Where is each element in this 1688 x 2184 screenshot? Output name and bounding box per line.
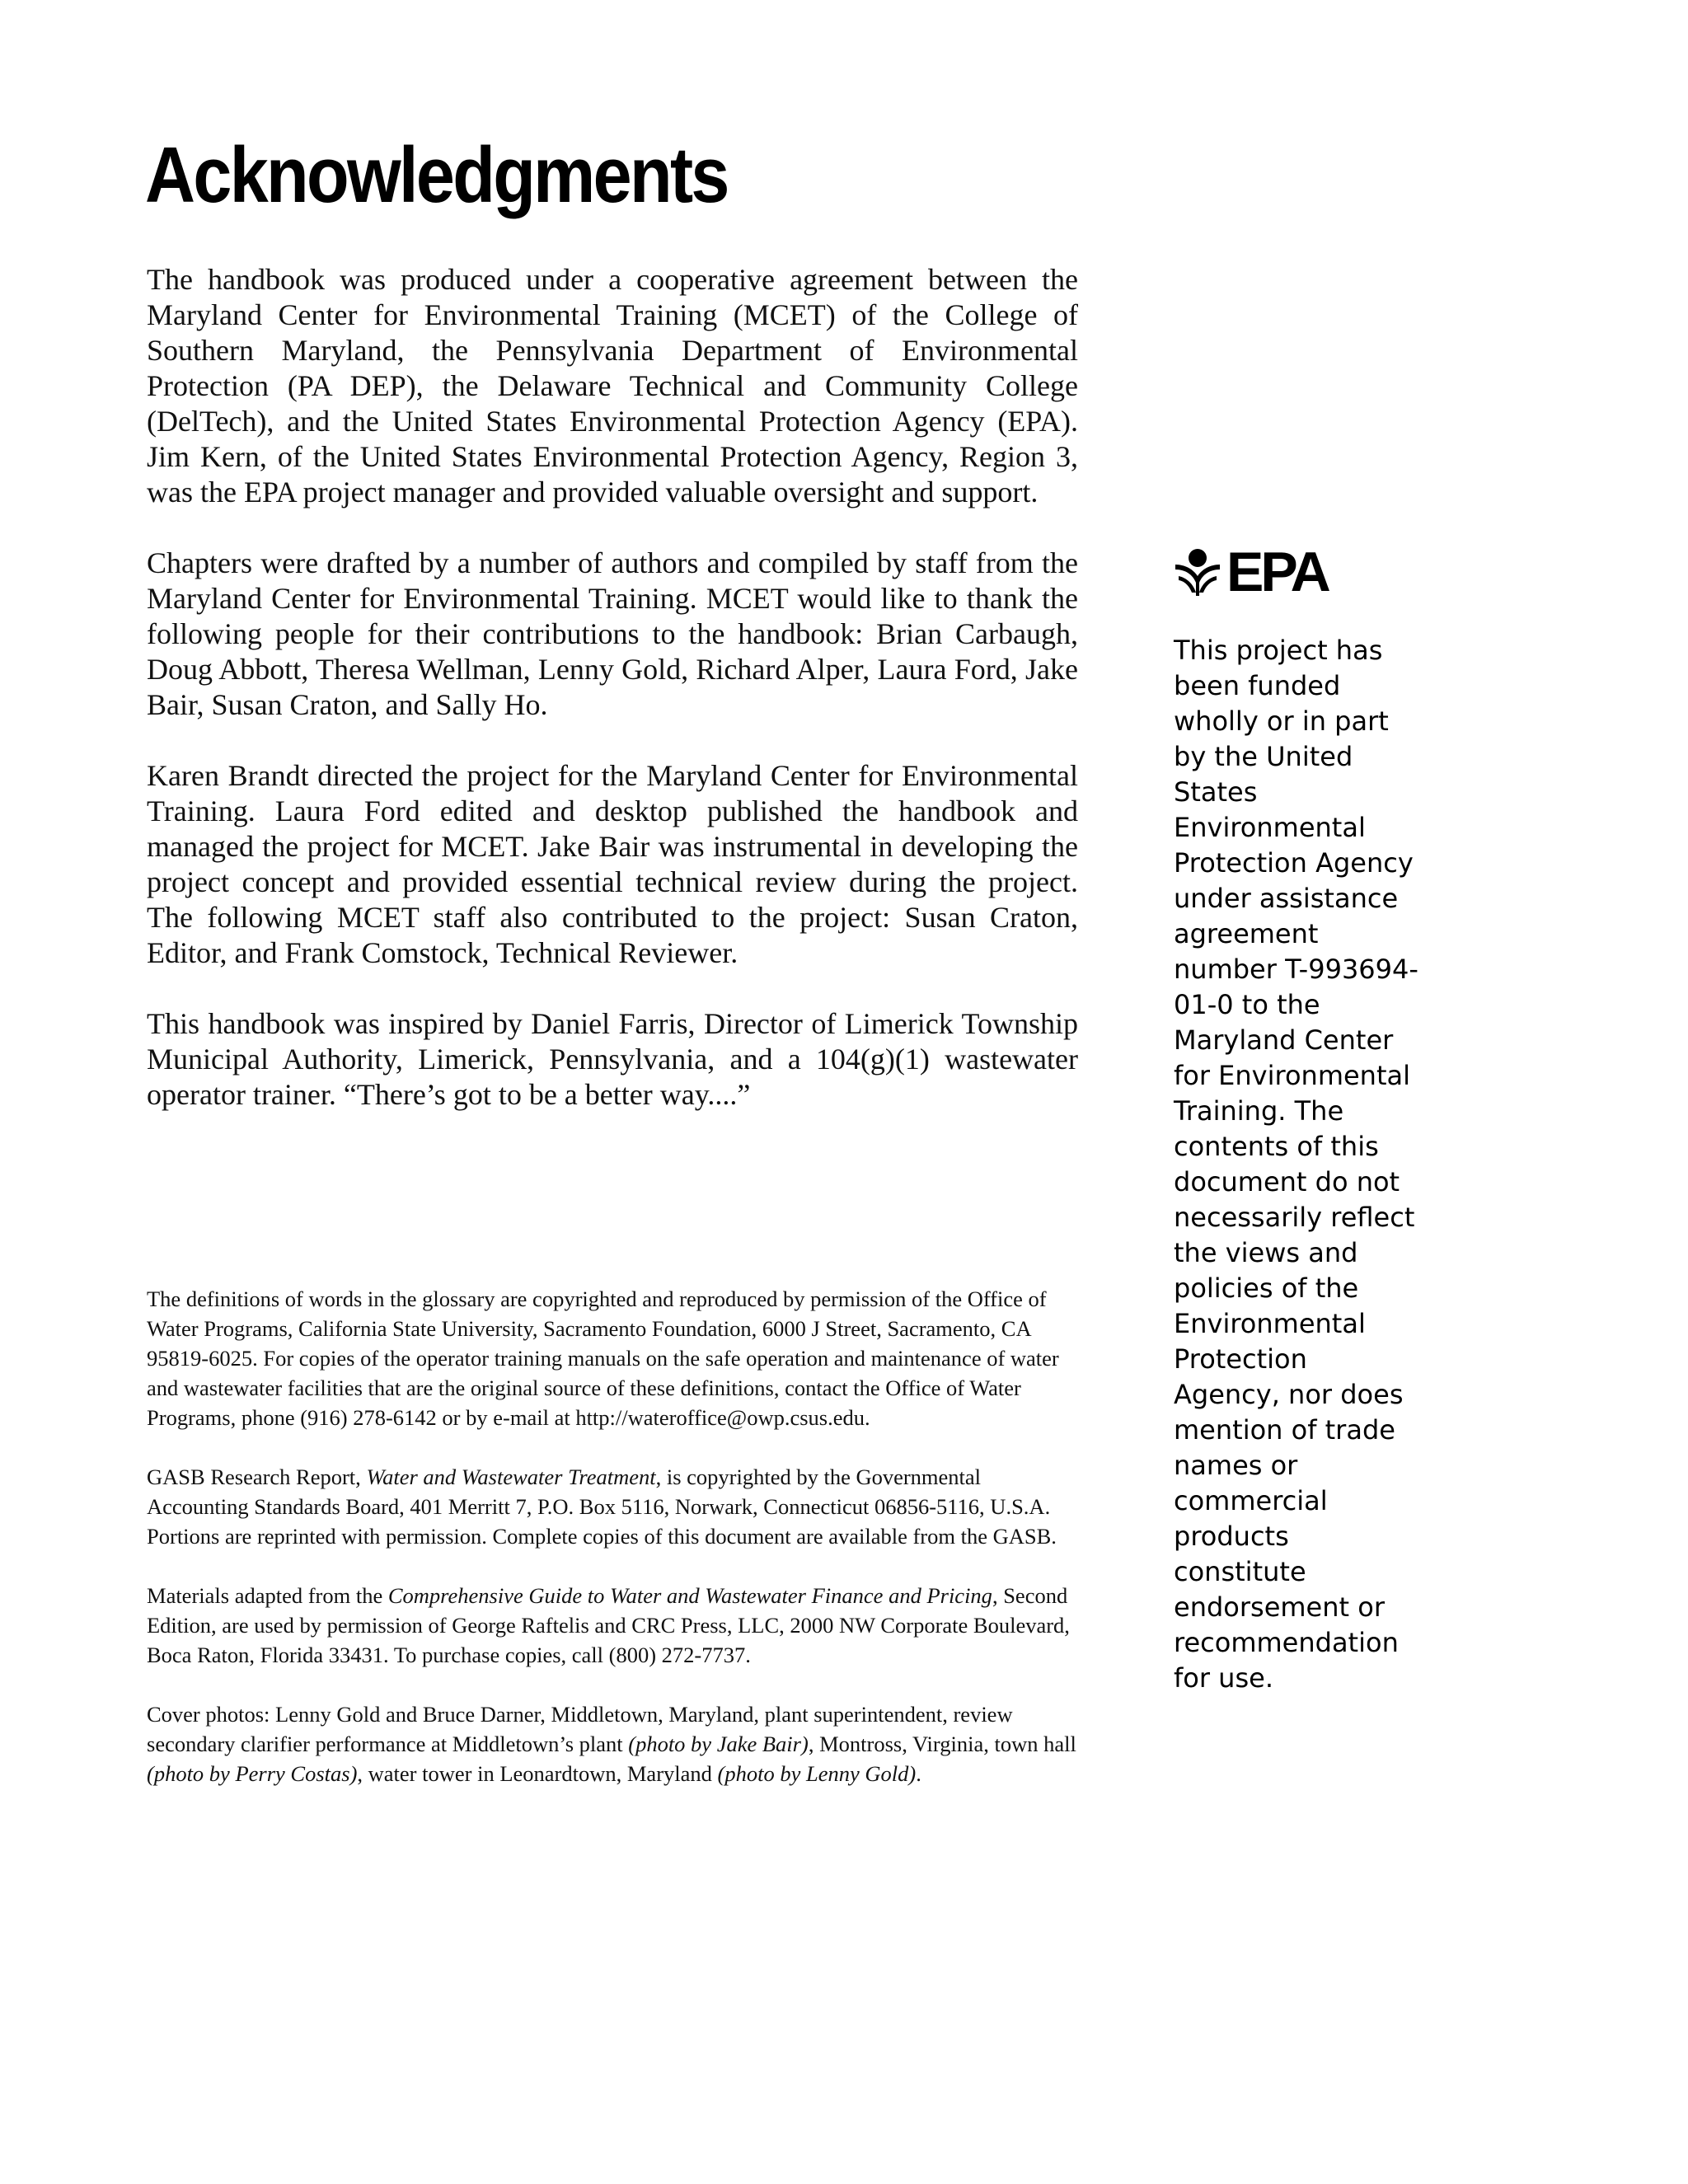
note-materials-suffix: , Second Edition, are used by permission of George Raftelis and CRC Press, LLC, 2000 NW Corporate Boulevard, Boca Raton, Florida 33431. To purchase copies, call (800) 272-7737. <box>147 1583 1070 1667</box>
paragraph-project-direction: Karen Brandt directed the project for the Maryland Center for Environmental Training. Laura Ford edited and desktop published the handbook and managed the project for MCET. Jake Bair was instrumental in developing the project concept and provided essential technical review during the project. The following MCET staff also contributed to the project: Susan Craton, Editor, and Frank Comstock, Technical Reviewer. <box>147 759 1078 969</box>
cover-part-2: , Montross, Virginia, town hall <box>808 1732 1076 1756</box>
funding-disclaimer: This project has been funded wholly or in part by the United States Environmental Protection Agency under assistance agreement number T-993694-01-0 to the Maryland Center for Environmental Training. The contents of this document do not necessarily reflect the views and policies of the Environmental Protection Agency, nor does mention of trade names or commercial products constitute endorsement or recommendation for use. <box>1174 635 1418 1694</box>
cover-part-4: . <box>916 1761 921 1786</box>
cover-credit-2: (photo by Perry Costas) <box>147 1761 358 1786</box>
cover-part-1: Cover photos: Lenny Gold and Bruce Darner, Middletown, Maryland, plant superintendent, review secondary clarifier performance at Middletown’s plant <box>147 1702 1013 1756</box>
note-materials-prefix: Materials adapted from the <box>147 1583 388 1608</box>
permissions-notes <box>147 1284 1078 1818</box>
epa-flower-icon <box>1174 546 1221 598</box>
note-glossary: The definitions of words in the glossary are copyrighted and reproduced by permission of the Office of Water Programs, California State University, Sacramento Foundation, 6000 J Street, Sacramento, CA 95819-6025. For copies of the operator training manuals on the safe operation and maintenance of water and wastewater facilities that are the original source of these definitions, contact the Office of Water Programs, phone (916) 278-6142 or by e-mail at http://wateroffice@owp.csus.edu. <box>147 1286 1059 1430</box>
note-gasb <box>147 1462 1078 1551</box>
paragraph-cooperative-agreement: The handbook was produced under a cooperative agreement between the Maryland Center for Environmental Training (MCET) of the College of Southern Maryland, the Pennsylvania Department of Environmental Protection (PA DEP), the Delaware Technical and Community College (DelTech), and the United States Environmental Protection Agency (EPA). Jim Kern, of the United States Environmental Protection Agency, Region 3, was the EPA project manager and provided valuable oversight and support. <box>147 263 1078 509</box>
note-gasb-suffix: , is copyrighted by the Governmental Accounting Standards Board, 401 Merritt 7, P.O. Box 5116, Norwark, Connecticut 06856-5116, U.S.A. Portions are reprinted with permission. Complete copies of this document are available from the GASB. <box>147 1465 1057 1549</box>
paragraph-inspiration: This handbook was inspired by Daniel Farris, Director of Limerick Township Municipal Authority, Limerick, Pennsylvania, and a 104(g)(1) wastewater operator trainer. “There’s got to be a better way....” <box>147 1007 1078 1111</box>
cover-credit-1: (photo by Jake Bair) <box>628 1732 809 1756</box>
cover-part-3: , water tower in Leonardtown, Maryland <box>357 1761 718 1786</box>
epa-logo <box>1174 541 1421 603</box>
note-gasb-title: Water and Wastewater Treatment <box>366 1465 656 1489</box>
note-cover-photos <box>147 1699 1078 1788</box>
note-materials-title: Comprehensive Guide to Water and Wastewater Finance and Pricing <box>387 1583 992 1608</box>
epa-funding-sidebar <box>1174 541 1421 1696</box>
acknowledgments-body <box>147 262 1078 1148</box>
cover-credit-3: (photo by Lenny Gold) <box>717 1761 917 1786</box>
epa-logo-text: EPA <box>1226 541 1328 603</box>
note-gasb-prefix: GASB Research Report, <box>147 1465 367 1489</box>
paragraph-authors: Chapters were drafted by a number of authors and compiled by staff from the Maryland Center for Environmental Training. MCET would like to thank the following people for their contributions to the handbook: Brian Carbaugh, Doug Abbott, Theresa Wellman, Lenny Gold, Richard Alper, Laura Ford, Jake Bair, Susan Craton, and Sally Ho. <box>147 546 1078 721</box>
note-materials <box>147 1581 1078 1670</box>
page-title: Acknowledgments <box>145 131 728 219</box>
